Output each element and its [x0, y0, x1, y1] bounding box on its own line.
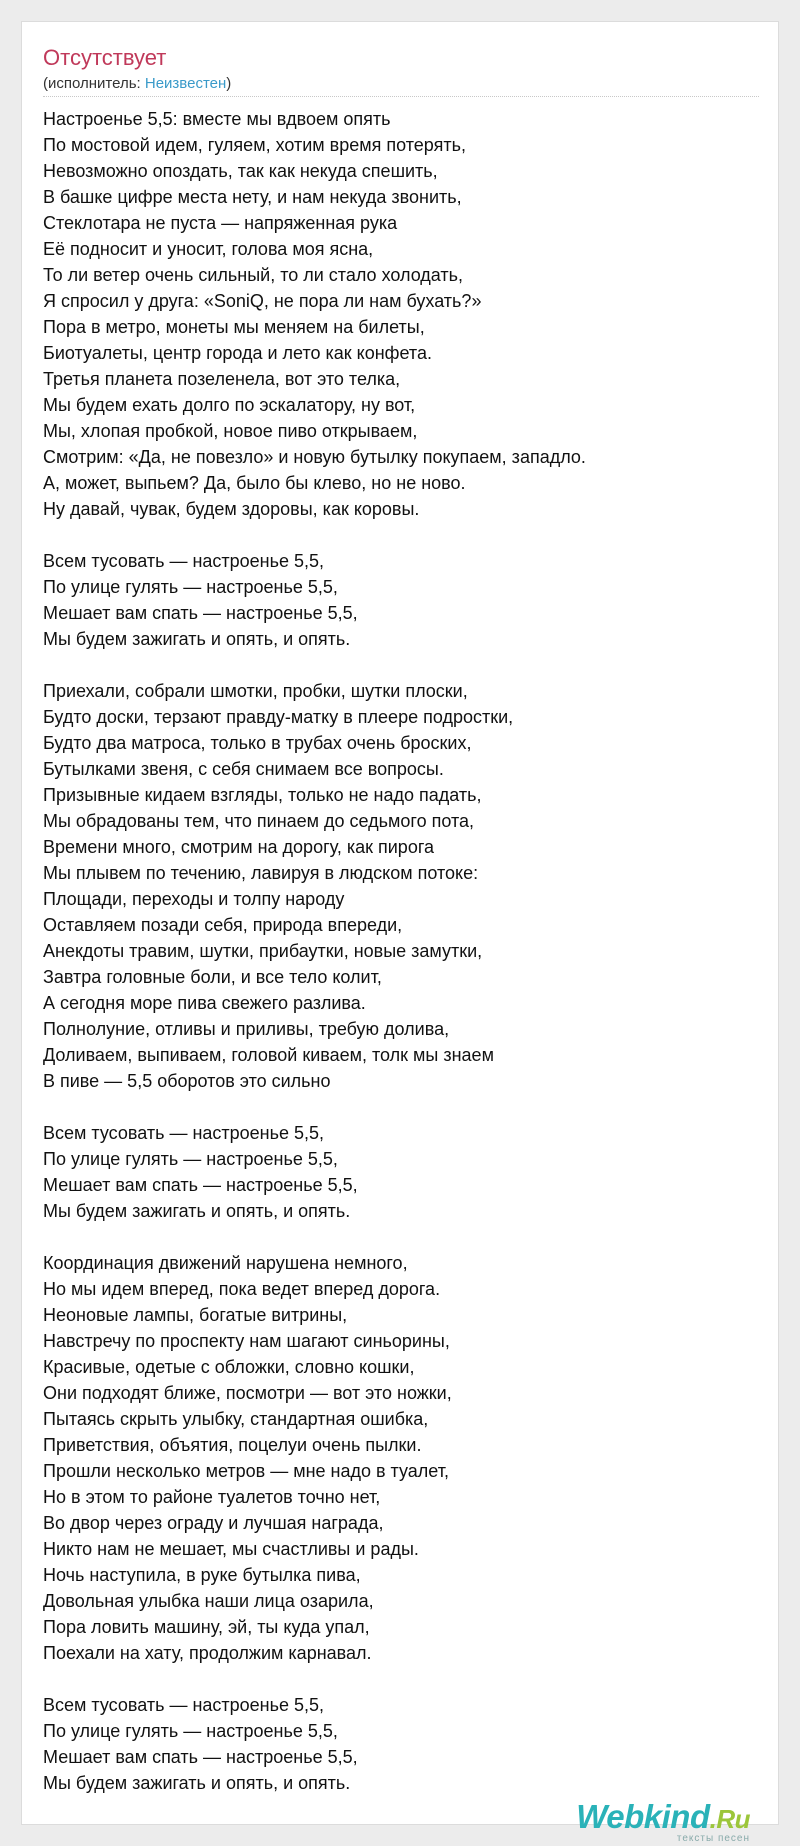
lyrics-stanza	[43, 1250, 759, 1666]
lyrics-stanza	[43, 678, 759, 1094]
lyrics-stanza	[43, 1692, 759, 1796]
lyric-line: Прошли несколько метров — мне надо в туалет,	[43, 1461, 449, 1481]
lyric-line: Завтра головные боли, и все тело колит,	[43, 967, 382, 987]
song-title: Отсутствует	[43, 45, 167, 70]
lyric-line: Мы плывем по течению, лавируя в людском потоке:	[43, 863, 479, 883]
header-divider	[43, 96, 759, 97]
lyric-line: Пора ловить машину, эй, ты куда упал,	[43, 1617, 370, 1637]
lyric-line: Неоновые лампы, богатые витрины,	[43, 1305, 348, 1325]
lyric-line: Будто доски, терзают правду-матку в плеере подростки,	[43, 707, 514, 727]
lyric-line: По улице гулять — настроенье 5,5,	[43, 1149, 338, 1169]
performer-link[interactable]: Неизвестен	[144, 75, 227, 92]
site-logo[interactable]	[576, 1800, 750, 1844]
lyric-line: Оставляем позади себя, природа впереди,	[43, 915, 403, 935]
lyric-line: Мешает вам спать — настроенье 5,5,	[43, 1175, 358, 1195]
performer-line	[43, 74, 231, 94]
lyric-line: Мы будем ехать долго по эскалатору, ну вот,	[43, 395, 416, 415]
lyric-line: Поехали на хату, продолжим карнавал.	[43, 1643, 372, 1663]
lyric-line: Ну давай, чувак, будем здоровы, как коровы.	[43, 499, 420, 519]
logo-main-text: Webkind	[576, 1798, 710, 1835]
lyric-line: Мы будем зажигать и опять, и опять.	[43, 1773, 351, 1793]
lyric-line: Но мы идем вперед, пока ведет вперед дорога.	[43, 1279, 441, 1299]
lyric-line: Невозможно опоздать, так как некуда спешить,	[43, 161, 438, 181]
logo-tld-text: .Ru	[709, 1804, 750, 1834]
lyric-line: Мешает вам спать — настроенье 5,5,	[43, 1747, 358, 1767]
lyric-line: Мешает вам спать — настроенье 5,5,	[43, 603, 358, 623]
lyric-line: Мы будем зажигать и опять, и опять.	[43, 629, 351, 649]
lyric-line: Никто нам не мешает, мы счастливы и рады.	[43, 1539, 419, 1559]
lyric-line: Но в этом то районе туалетов точно нет,	[43, 1487, 381, 1507]
lyric-line: Стеклотара не пуста — напряженная рука	[43, 213, 398, 233]
lyric-line: Они подходят ближе, посмотри — вот это ножки,	[43, 1383, 452, 1403]
lyric-line: Анекдоты травим, шутки, прибаутки, новые замутки,	[43, 941, 483, 961]
lyric-line: Пытаясь скрыть улыбку, стандартная ошибка,	[43, 1409, 429, 1429]
lyric-line: Пора в метро, монеты мы меняем на билеты,	[43, 317, 425, 337]
logo-subtitle: тексты песен	[676, 1833, 750, 1844]
lyric-line: А, может, выпьем? Да, было бы клево, но не ново.	[43, 473, 466, 493]
lyric-line: Приехали, собрали шмотки, пробки, шутки плоски,	[43, 681, 468, 701]
performer-prefix: (исполнитель:	[43, 75, 145, 92]
lyric-line: Будто два матроса, только в трубах очень броских,	[43, 733, 472, 753]
lyrics-stanza	[43, 106, 759, 522]
lyric-line: Её подносит и уносит, голова моя ясна,	[43, 239, 374, 259]
lyric-line: Бутылками звеня, с себя снимаем все вопросы.	[43, 759, 444, 779]
lyric-line: А сегодня море пива свежего разлива.	[43, 993, 366, 1013]
lyrics-stanza	[43, 548, 759, 652]
lyric-line: Я спросил у друга: «SoniQ, не пора ли нам бухать?»	[43, 291, 482, 311]
lyric-line: Времени много, смотрим на дорогу, как пирога	[43, 837, 435, 857]
lyric-line: Третья планета позеленела, вот это телка,	[43, 369, 401, 389]
lyric-line: Координация движений нарушена немного,	[43, 1253, 408, 1273]
lyric-line: По улице гулять — настроенье 5,5,	[43, 577, 338, 597]
lyric-line: Площади, переходы и толпу народу	[43, 889, 345, 909]
lyrics-body	[43, 106, 759, 1822]
lyric-line: То ли ветер очень сильный, то ли стало холодать,	[43, 265, 464, 285]
lyric-line: Ночь наступила, в руке бутылка пива,	[43, 1565, 361, 1585]
lyric-line: Мы обрадованы тем, что пинаем до седьмого пота,	[43, 811, 475, 831]
lyric-line: Биотуалеты, центр города и лето как конфета.	[43, 343, 432, 363]
lyric-line: Призывные кидаем взгляды, только не надо падать,	[43, 785, 482, 805]
lyrics-card	[21, 21, 779, 1844]
lyrics-stanza	[43, 1120, 759, 1224]
lyric-line: Полнолуние, отливы и приливы, требую долива,	[43, 1019, 450, 1039]
lyric-line: Навстречу по проспекту нам шагают синьорины,	[43, 1331, 450, 1351]
lyric-line: Доливаем, выпиваем, головой киваем, толк мы знаем	[43, 1045, 494, 1065]
performer-suffix: )	[226, 75, 232, 92]
logo-wordmark	[576, 1800, 750, 1836]
lyric-line: Красивые, одетые с обложки, словно кошки,	[43, 1357, 415, 1377]
lyric-line: Всем тусовать — настроенье 5,5,	[43, 1695, 325, 1715]
lyric-line: Приветствия, объятия, поцелуи очень пылки.	[43, 1435, 422, 1455]
lyric-line: Во двор через ограду и лучшая награда,	[43, 1513, 384, 1533]
lyric-line: В башке цифре места нету, и нам некуда звонить,	[43, 187, 462, 207]
lyric-line: Довольная улыбка наши лица озарила,	[43, 1591, 374, 1611]
lyric-line: По мостовой идем, гуляем, хотим время потерять,	[43, 135, 466, 155]
lyric-line: Всем тусовать — настроенье 5,5,	[43, 551, 325, 571]
lyric-line: Смотрим: «Да, не повезло» и новую бутылку покупаем, западло.	[43, 447, 586, 467]
lyric-line: По улице гулять — настроенье 5,5,	[43, 1721, 338, 1741]
lyric-line: Мы будем зажигать и опять, и опять.	[43, 1201, 351, 1221]
lyric-line: В пиве — 5,5 оборотов это сильно	[43, 1071, 331, 1091]
lyric-line: Всем тусовать — настроенье 5,5,	[43, 1123, 325, 1143]
lyric-line: Настроенье 5,5: вместе мы вдвоем опять	[43, 109, 391, 129]
lyric-line: Мы, хлопая пробкой, новое пиво открываем,	[43, 421, 418, 441]
